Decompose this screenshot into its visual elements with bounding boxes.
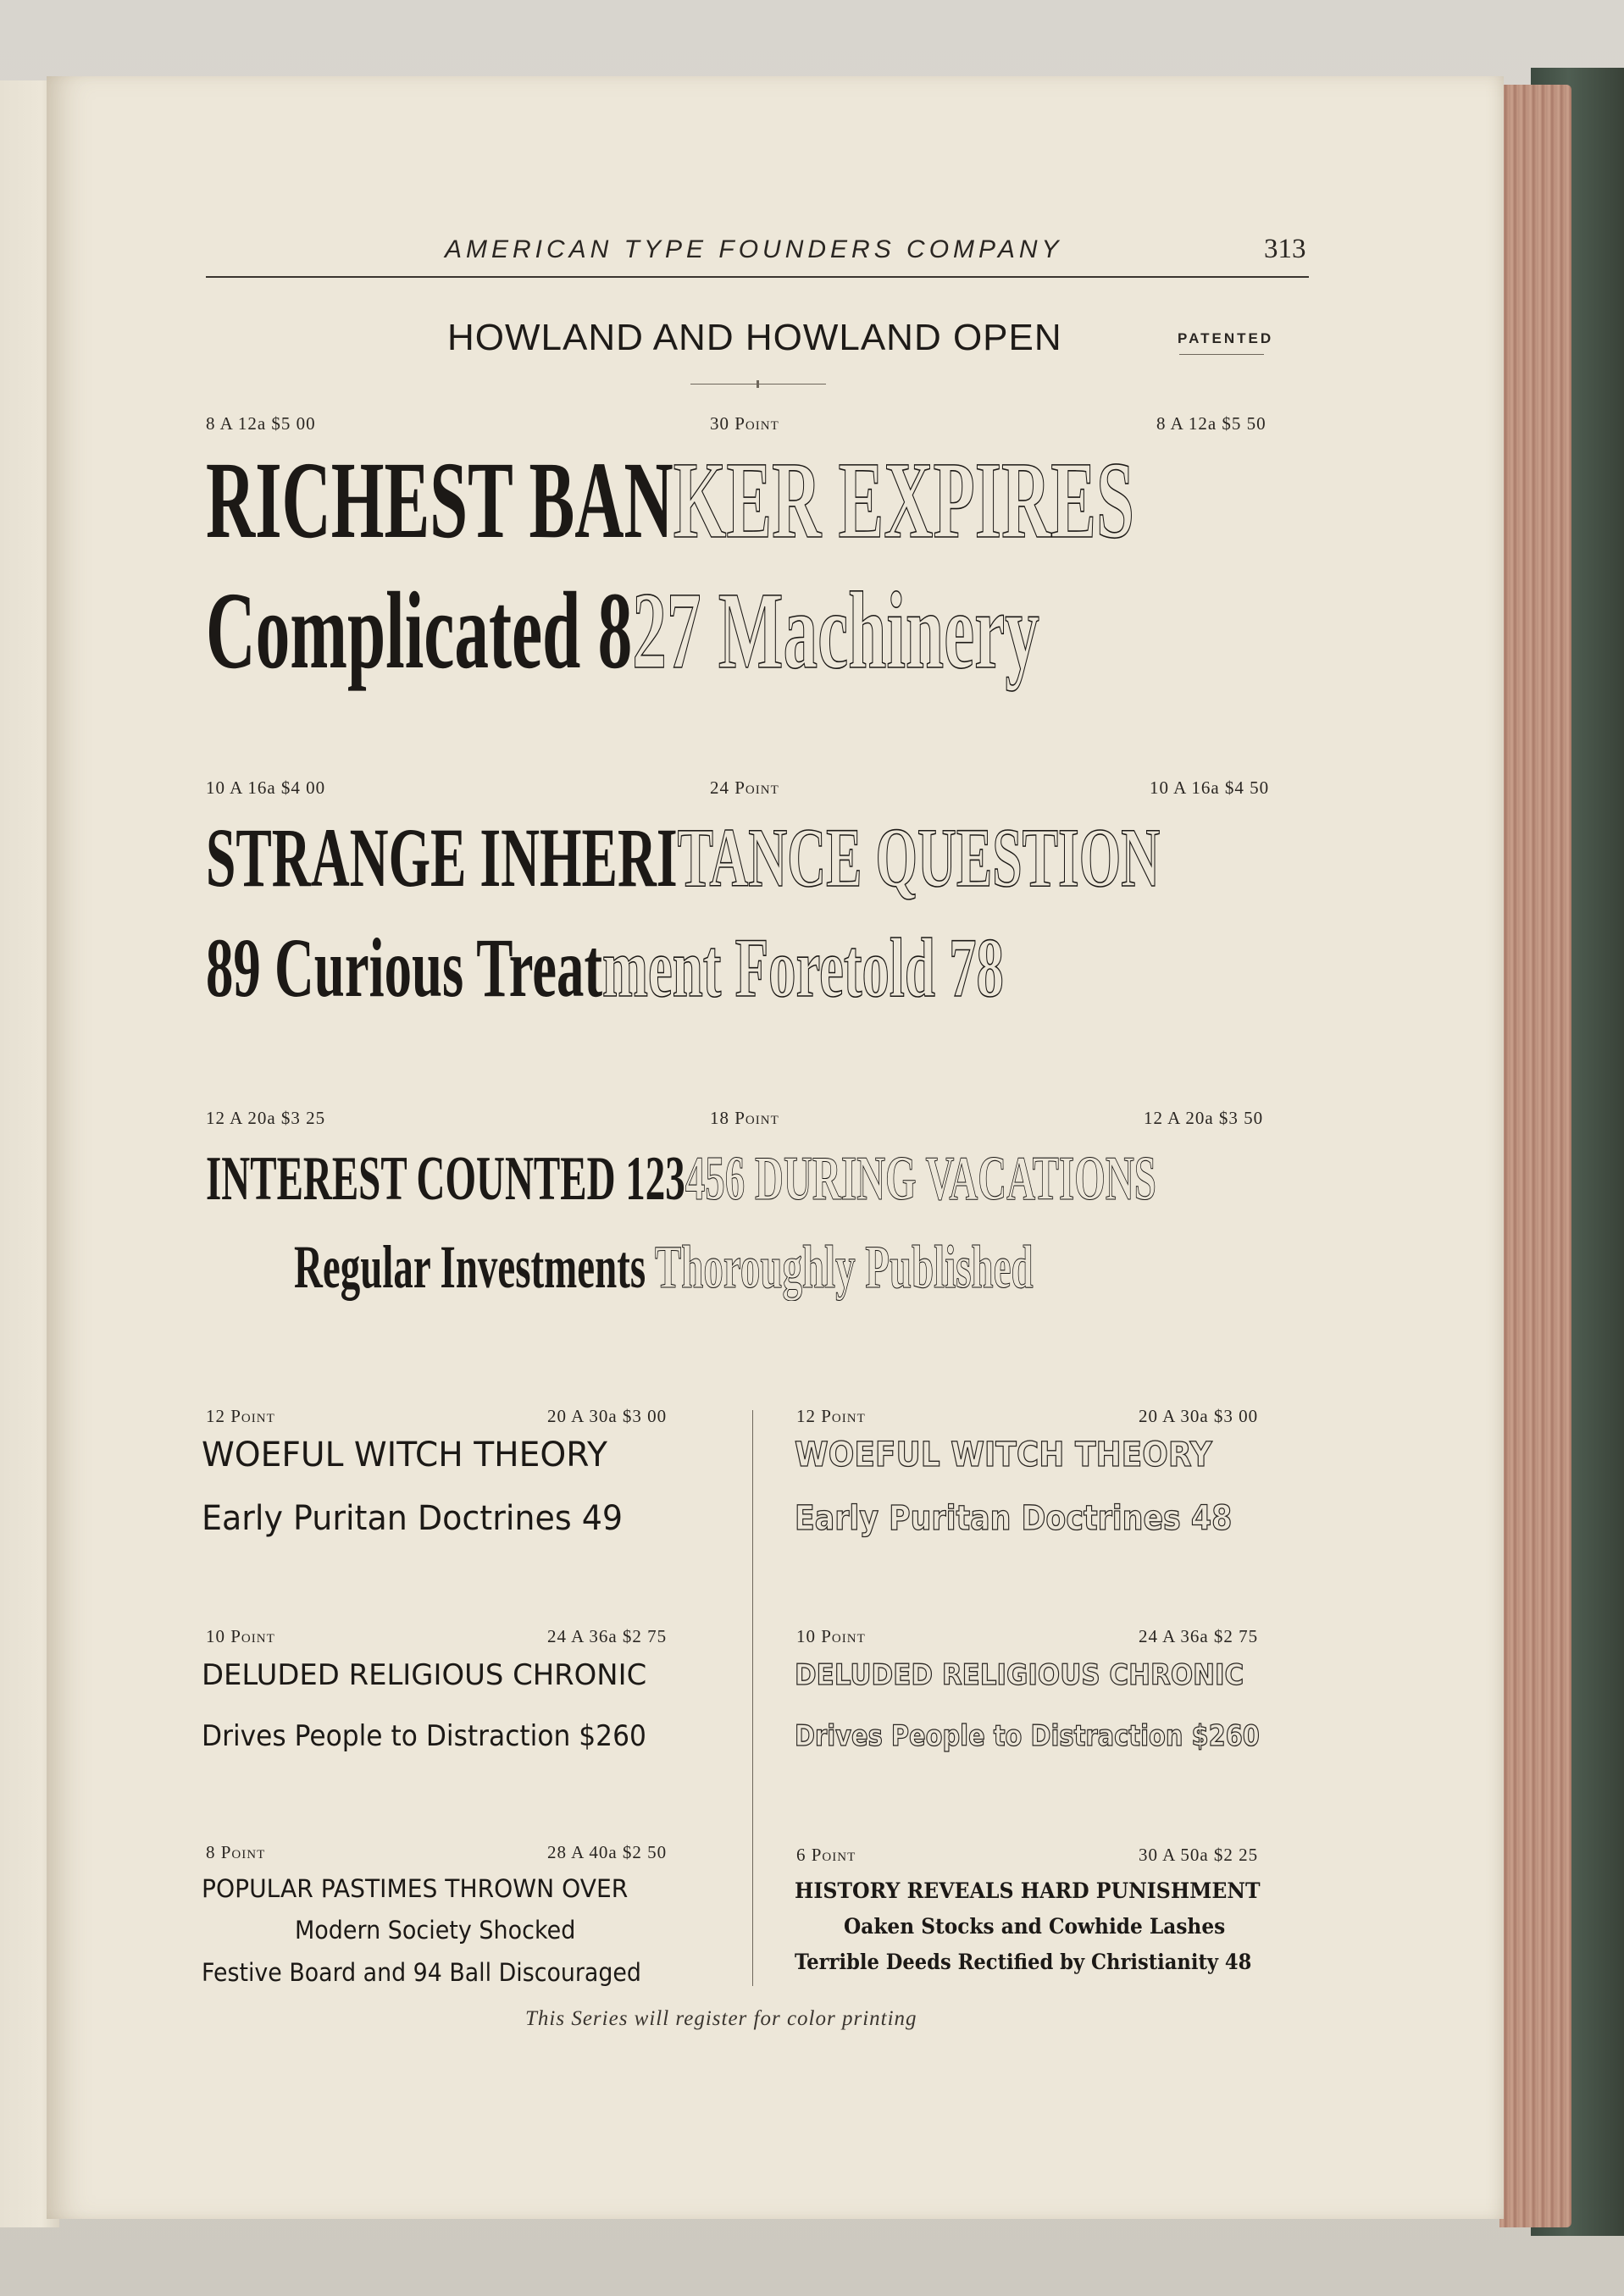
spec-24-line2 [206, 919, 1004, 1016]
spec-18-line2 [294, 1232, 1034, 1303]
spec-30-size: 30 Point [710, 413, 779, 434]
spec-18-line1-solid: INTEREST COUNTED 123 [206, 1144, 685, 1214]
page-number: 313 [1264, 234, 1306, 264]
spec-24-line1 [206, 809, 1160, 906]
right-12-line2: Early Puritan Doctrines 48 [795, 1499, 1233, 1538]
left-8-line1: POPULAR PASTIMES THROWN OVER [202, 1874, 629, 1903]
spec-18-line2-solid: Regular Investments [294, 1233, 646, 1301]
spec-30-line2 [206, 567, 1039, 694]
left-12-line2: Early Puritan Doctrines 49 [202, 1499, 624, 1538]
left-8-size: 8 Point [206, 1842, 266, 1862]
page-edges [1499, 85, 1571, 2227]
left-12-line1: WOEFUL WITCH THEORY [202, 1436, 607, 1474]
left-8-line2: Modern Society Shocked [295, 1916, 576, 1945]
left-10-size: 10 Point [206, 1626, 275, 1646]
right-10-size: 10 Point [796, 1626, 866, 1646]
spec-18-size: 18 Point [710, 1108, 779, 1128]
right-6-line2: Oaken Stocks and Cowhide Lashes [844, 1914, 1226, 1939]
spec-30-right-price: 8 A 12a $5 50 [1156, 413, 1266, 434]
spec-18-line1-open: 456 DURING VACATIONS [685, 1144, 1156, 1214]
right-10-price: 24 A 36a $2 75 [1139, 1626, 1259, 1646]
spec-30-line2-solid: Complicated 8 [206, 570, 633, 692]
spec-24-line1-solid: STRANGE INHERI [206, 811, 678, 905]
spec-30-line1-solid: RICHEST BAN [206, 440, 673, 562]
series-title: HOWLAND AND HOWLAND OPEN [447, 317, 1062, 358]
left-8-line3: Festive Board and 94 Ball Discouraged [202, 1958, 641, 1987]
right-6-size: 6 Point [796, 1845, 856, 1865]
left-12-price: 20 A 30a $3 00 [547, 1406, 668, 1426]
spec-24-line2-solid: 89 Curious Treat [206, 921, 603, 1015]
left-12-size: 12 Point [206, 1406, 275, 1426]
spec-24-line1-open: TANCE QUESTION [677, 811, 1161, 905]
spec-30-line1-open: KER EXPIRES [673, 440, 1134, 562]
header-rule [206, 276, 1309, 278]
spec-30-line1 [206, 437, 1134, 564]
patented-label: PATENTED [1178, 330, 1274, 346]
spec-18-line1 [206, 1143, 1156, 1215]
ornament-dot [757, 380, 759, 388]
spec-30-line2-open: 27 Machinery [632, 570, 1039, 692]
footnote: This Series will register for color printing [525, 2007, 917, 2030]
spec-18-left-price: 12 A 20a $3 25 [206, 1108, 326, 1128]
running-title: AMERICAN TYPE FOUNDERS COMPANY [445, 235, 1063, 263]
left-8-price: 28 A 40a $2 50 [547, 1842, 668, 1862]
right-6-line3: Terrible Deeds Rectified by Christianity 48 [795, 1950, 1252, 1974]
patented-underline [1179, 354, 1264, 355]
right-10-line1: DELUDED RELIGIOUS CHRONIC [795, 1658, 1244, 1692]
spec-24-line2-open: ment Foretold 78 [602, 921, 1004, 1015]
left-10-line1: DELUDED RELIGIOUS CHRONIC [202, 1658, 647, 1692]
right-6-price: 30 A 50a $2 25 [1139, 1845, 1259, 1865]
spec-18-line2-open: Thoroughly Published [654, 1233, 1034, 1301]
spec-18-right-price: 12 A 20a $3 50 [1144, 1108, 1264, 1128]
right-12-line1: WOEFUL WITCH THEORY [795, 1436, 1212, 1474]
spec-24-size: 24 Point [710, 777, 779, 798]
left-10-line2: Drives People to Distraction $260 [202, 1719, 646, 1753]
right-12-size: 12 Point [796, 1406, 866, 1426]
column-divider [752, 1410, 753, 1986]
right-12-price: 20 A 30a $3 00 [1139, 1406, 1259, 1426]
left-10-price: 24 A 36a $2 75 [547, 1626, 668, 1646]
spec-30-left-price: 8 A 12a $5 00 [206, 413, 316, 434]
spec-24-right-price: 10 A 16a $4 50 [1150, 777, 1270, 798]
right-10-line2: Drives People to Distraction $260 [795, 1719, 1260, 1753]
right-6-line1: HISTORY REVEALS HARD PUNISHMENT [795, 1878, 1261, 1903]
spec-24-left-price: 10 A 16a $4 00 [206, 777, 326, 798]
